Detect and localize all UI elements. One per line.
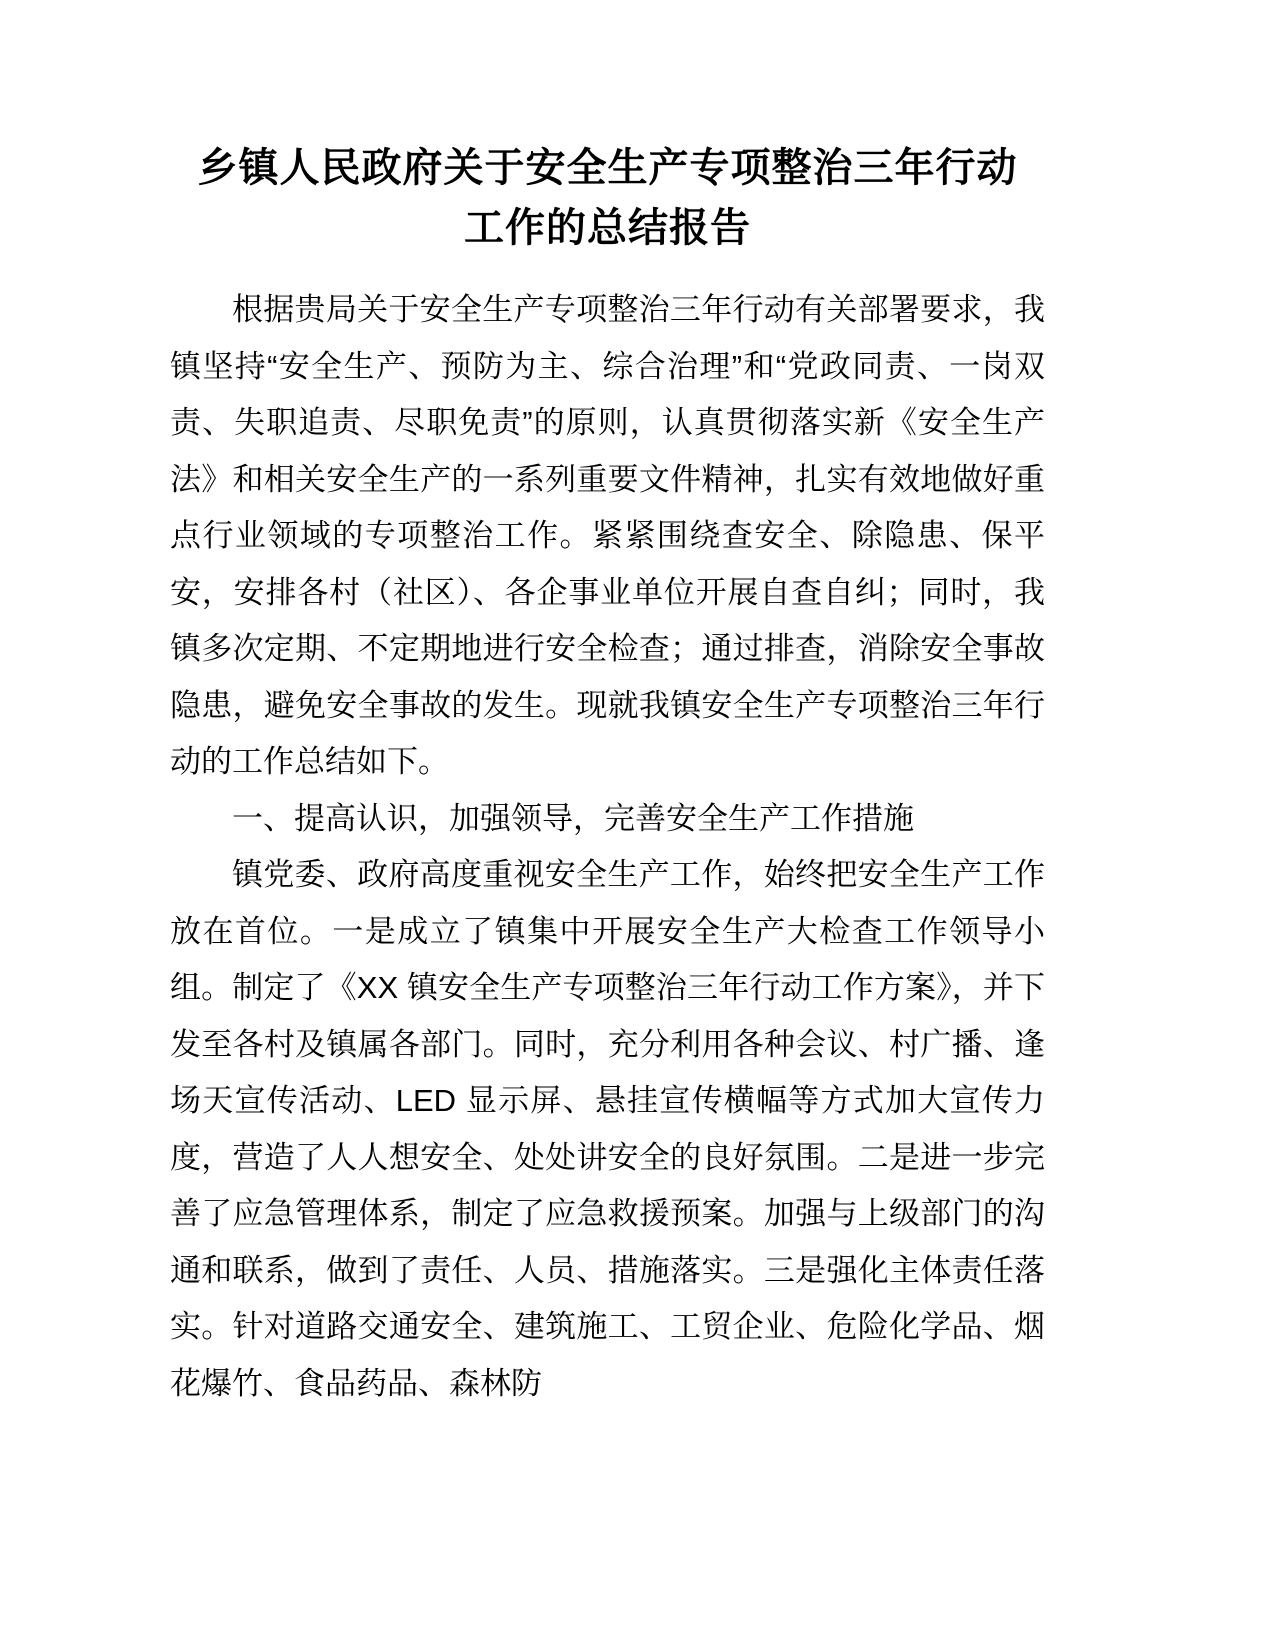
document-title-line-1: 乡镇人民政府关于安全生产专项整治三年行动: [197, 146, 1018, 190]
paragraph-section-1-body: 镇党委、政府高度重视安全生产工作，始终把安全生产工作放在首位。一是成立了镇集中开展安全生产大检查工作领导小组。制定了《XX 镇安全生产专项整治三年行动工作方案》，并下发至各村及镇属各部门。同时，充分利用各种会议、村广播、逢场天宣传活动、LED 显示屏、悬挂宣传横幅等方式加大宣传力度，营造了人人想安全、处处讲安全的良好氛围。二是进一步完善了应急管理体系，制定了应急救援预案。加强与上级部门的沟通和联系，做到了责任、人员、措施落实。三是强化主体责任落实。针对道路交通安全、建筑施工、工贸企业、危险化学品、烟花爆竹、食品药品、森林防: [170, 857, 1045, 1401]
document-title: [170, 138, 1045, 258]
document-title-line-2: 工作的总结报告: [464, 206, 751, 250]
paragraph-intro: 根据贵局关于安全生产专项整治三年行动有关部署要求，我镇坚持“安全生产、预防为主、综合治理”和“党政同责、一岗双责、失职追责、尽职免责”的原则，认真贯彻落实新《安全生产法》和相关安全生产的一系列重要文件精神，扎实有效地做好重点行业领域的专项整治工作。紧紧围绕查安全、除隐患、保平安，安排各村（社区）、各企事业单位开展自查自纠；同时，我镇多次定期、不定期地进行安全检查；通过排查，消除安全事故隐患，避免安全事故的发生。现就我镇安全生产专项整治三年行动的工作总结如下。: [170, 292, 1045, 779]
section-heading-1: 一、提高认识，加强领导，完善安全生产工作措施: [232, 800, 914, 836]
